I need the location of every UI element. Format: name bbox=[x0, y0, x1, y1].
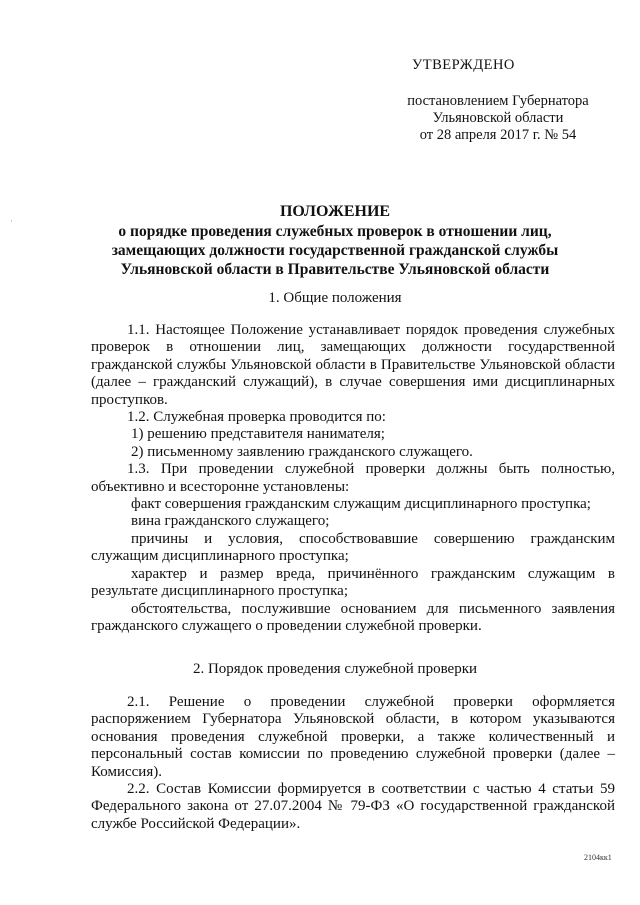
approval-block bbox=[398, 57, 598, 144]
paragraph-1-2: 1.2. Служебная проверка проводится по: bbox=[127, 409, 386, 426]
approval-line-2: Ульяновской области bbox=[432, 110, 564, 126]
approval-line-1: постановлением Губернатора bbox=[407, 93, 589, 109]
approval-stamp: УТВЕРЖДЕНО bbox=[412, 57, 515, 73]
title-sub-1: о порядке проведения служебных проверок в отношении лиц, bbox=[118, 223, 552, 240]
paragraph-1-3-item-2: вина гражданского служащего; bbox=[131, 513, 330, 530]
document-title bbox=[80, 202, 590, 279]
section-1-body bbox=[91, 322, 615, 635]
paragraph-1-3-item-5: обстоятельства, послужившие основанием для письменного заявления гражданского служащего о проведении служебной проверки. bbox=[91, 600, 615, 634]
paragraph-1-2-item-1: 1) решению представителя нанимателя; bbox=[131, 426, 385, 443]
section-1-heading: 1. Общие положения bbox=[268, 290, 402, 306]
margin-mark: · bbox=[10, 217, 13, 226]
paragraph-1-3: 1.3. При проведении служебной проверки должны быть полностью, объективно и всесторонне установлены: bbox=[91, 461, 615, 495]
paragraph-2-2: 2.2. Состав Комиссии формируется в соответствии с частью 4 статьи 59 Федерального закона от 27.07.2004 № 79-ФЗ «О государственной гражданской службе Российской Федерации». bbox=[91, 781, 615, 832]
footer-code: 2104кк1 bbox=[584, 853, 612, 862]
approval-line-3: от 28 апреля 2017 г. № 54 bbox=[419, 127, 577, 143]
title-sub-3: Ульяновской области в Правительстве Ульяновской области bbox=[120, 261, 550, 278]
paragraph-2-1: 2.1. Решение о проведении служебной проверки оформляется распоряжением Губернатора Ульяновской области, в котором указываются основания проведения служебной проверки, а также количественный и персональный состав комиссии по проведению служебной проверки (далее – Комиссия). bbox=[91, 694, 615, 780]
paragraph-1-1: 1.1. Настоящее Положение устанавливает порядок проведения служебных проверок в отношении лиц, замещающих должности государственной гражданской службы Ульяновской области в Правительстве Ульяновской области (далее – гражданский служащий), в случае совершения ими дисциплинарных проступков. bbox=[91, 322, 615, 408]
section-2-heading: 2. Порядок проведения служебной проверки bbox=[192, 661, 478, 677]
title-sub-2: замещающих должности государственной гражданской службы bbox=[111, 242, 559, 259]
paragraph-1-3-item-1: факт совершения гражданским служащим дисциплинарного проступка; bbox=[131, 496, 591, 513]
paragraph-1-2-item-2: 2) письменному заявлению гражданского служащего. bbox=[131, 443, 473, 460]
paragraph-1-3-item-4: характер и размер вреда, причинённого гражданским служащим в результате дисциплинарного проступка; bbox=[91, 565, 615, 600]
paragraph-1-3-item-3: причины и условия, способствовавшие совершению гражданским служащим дисциплинарного проступка; bbox=[91, 530, 615, 565]
section-2-body bbox=[91, 694, 615, 833]
title-main: ПОЛОЖЕНИЕ bbox=[279, 203, 391, 220]
